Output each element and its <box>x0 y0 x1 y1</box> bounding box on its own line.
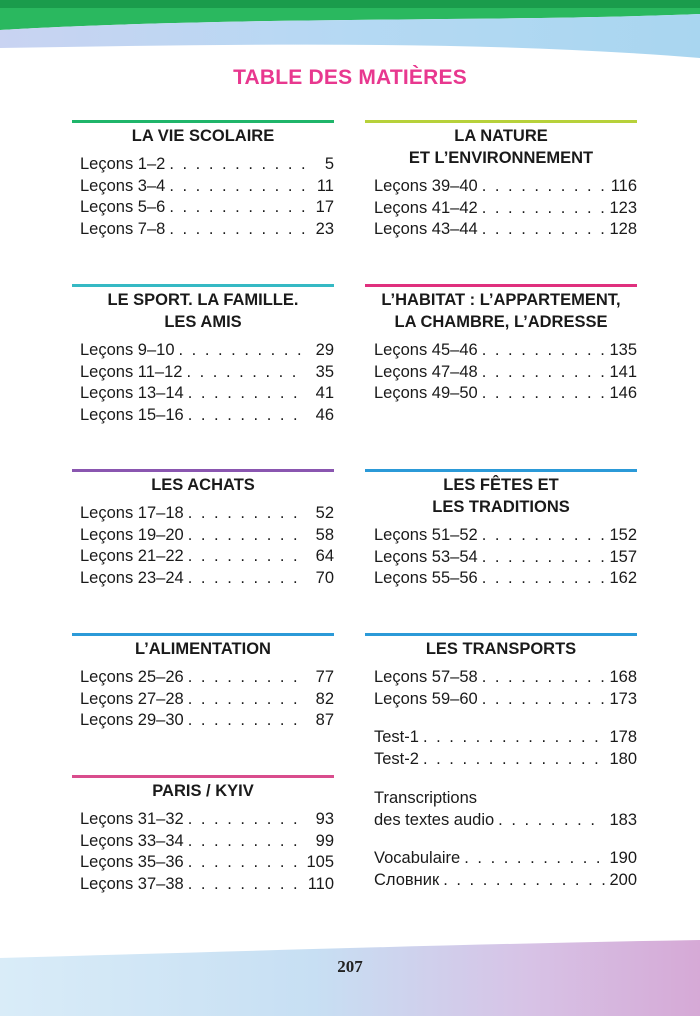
section-habitat <box>365 284 637 405</box>
toc-entry-page: 141 <box>609 362 637 381</box>
dot-leader <box>188 852 303 874</box>
dot-leader <box>169 219 306 241</box>
toc-entry[interactable] <box>72 568 334 590</box>
toc-entry[interactable] <box>72 405 334 427</box>
toc-entry-page: 41 <box>315 384 334 403</box>
section-rule <box>72 775 334 778</box>
page-title: TABLE DES MATIÈRES <box>233 66 467 89</box>
dot-leader <box>188 525 306 547</box>
dot-leader <box>482 362 606 384</box>
toc-entry-page: 152 <box>609 526 637 544</box>
section-rule <box>72 284 334 287</box>
toc-entry-page: 178 <box>609 728 637 747</box>
toc-entry[interactable] <box>72 197 334 219</box>
dot-leader <box>188 874 304 896</box>
toc-entry[interactable] <box>72 340 334 362</box>
toc-entry[interactable] <box>72 809 334 831</box>
toc-entry-label: Leçons 3–4 <box>80 176 166 195</box>
toc-entry-label: Leçons 57–58 <box>374 668 478 686</box>
toc-entry-page: 128 <box>609 220 637 239</box>
dot-leader <box>179 340 307 362</box>
toc-entry-page: 17 <box>315 198 334 217</box>
toc-entry[interactable] <box>72 852 334 874</box>
toc-entry[interactable] <box>365 176 637 198</box>
section-fetes <box>365 469 637 590</box>
dot-leader <box>169 154 306 176</box>
dot-leader <box>464 848 605 870</box>
toc-entry-page: 135 <box>609 341 637 359</box>
toc-entry-label: Leçons 7–8 <box>80 220 166 239</box>
section-nature <box>365 120 637 241</box>
section-transports <box>365 633 637 892</box>
toc-entry-label: Leçons 13–14 <box>80 384 184 403</box>
dot-leader <box>188 831 306 853</box>
toc-entry-page: 168 <box>609 668 637 686</box>
dot-leader <box>482 219 606 241</box>
dot-leader <box>188 809 306 831</box>
toc-entry-page: 173 <box>609 689 637 708</box>
dot-leader <box>482 176 607 198</box>
toc-entry[interactable] <box>72 525 334 547</box>
toc-entry-page: 162 <box>609 569 637 588</box>
toc-entry[interactable] <box>72 219 334 241</box>
toc-entry-label: Leçons 21–22 <box>80 547 184 566</box>
toc-entry-page: 5 <box>324 155 334 173</box>
dot-leader <box>423 727 606 749</box>
toc-entry-label: Leçons 49–50 <box>374 384 478 403</box>
toc-entry-label: Leçons 59–60 <box>374 689 478 708</box>
toc-entry-label: Leçons 11–12 <box>80 362 183 381</box>
toc-entry-page: 29 <box>315 341 334 359</box>
toc-entry-label: Leçons 1–2 <box>80 155 166 173</box>
toc-entry-page: 11 <box>316 176 334 195</box>
toc-entry[interactable] <box>72 667 334 689</box>
toc-entry-label: Leçons 53–54 <box>374 547 478 566</box>
section-title: LA VIE SCOLAIRE <box>131 127 275 145</box>
toc-entry[interactable] <box>365 689 637 711</box>
toc-entry-page: 82 <box>315 689 334 708</box>
toc-entry[interactable] <box>72 383 334 405</box>
toc-entry-label: Leçons 55–56 <box>374 569 478 588</box>
toc-entry-label: Leçons 9–10 <box>80 341 175 359</box>
section-rule <box>365 284 637 287</box>
section-title: LES ACHATS <box>151 476 255 494</box>
toc-entry-page: 157 <box>609 547 637 566</box>
dot-leader <box>188 710 306 732</box>
dot-leader <box>482 198 606 220</box>
toc-entry-label: Leçons 47–48 <box>374 362 478 381</box>
toc-entry[interactable] <box>365 362 637 384</box>
toc-entry-label: Leçons 25–26 <box>80 668 184 686</box>
dot-leader <box>498 810 605 832</box>
toc-entry-label: Leçons 15–16 <box>80 406 184 425</box>
toc-entry-label: Leçons 43–44 <box>374 220 478 239</box>
section-title: LES FÊTES ET LES TRADITIONS <box>432 476 570 516</box>
section-sport-famille <box>72 284 334 427</box>
toc-entry[interactable] <box>72 689 334 711</box>
top-decorative-band <box>0 0 700 70</box>
section-title: PARIS / KYIV <box>152 782 254 800</box>
dot-leader <box>482 383 606 405</box>
toc-entry-slovnyk[interactable] <box>365 870 637 892</box>
toc-entry[interactable] <box>72 154 334 176</box>
toc-entry[interactable] <box>72 546 334 568</box>
toc-entry-page: 93 <box>315 810 334 828</box>
dot-leader <box>482 525 606 547</box>
toc-entry-transcriptions-line: Transcriptions <box>374 788 478 807</box>
dot-leader <box>186 362 306 384</box>
toc-entry-label: Leçons 17–18 <box>80 504 184 522</box>
dot-leader <box>188 405 306 427</box>
dot-leader <box>169 197 306 219</box>
toc-entry-page: 70 <box>315 569 334 588</box>
toc-entry[interactable] <box>365 547 637 569</box>
toc-entry-label: Leçons 5–6 <box>80 198 166 217</box>
toc-entry-page: 87 <box>315 711 334 730</box>
toc-entry-label: Test-2 <box>374 750 419 769</box>
section-rule <box>365 120 637 123</box>
toc-entry-label: Словник <box>374 870 440 889</box>
dot-leader <box>482 547 606 569</box>
section-title: L’ALIMENTATION <box>135 640 271 658</box>
section-rule <box>72 469 334 472</box>
page-number: 207 <box>337 957 363 976</box>
toc-entry-page: 110 <box>307 875 334 894</box>
dot-leader <box>443 870 605 892</box>
toc-entry[interactable] <box>72 710 334 732</box>
toc-entry-page: 123 <box>609 198 637 217</box>
dot-leader <box>482 568 606 590</box>
section-rule <box>72 120 334 123</box>
toc-entry-label: Leçons 35–36 <box>80 853 184 872</box>
toc-entry-test[interactable] <box>365 727 637 749</box>
toc-entry-page: 180 <box>609 750 637 769</box>
section-vie-scolaire <box>72 120 334 241</box>
section-title: LE SPORT. LA FAMILLE. LES AMIS <box>107 291 299 331</box>
dot-leader <box>169 176 306 198</box>
section-rule <box>365 633 637 636</box>
toc-entry-label: Leçons 41–42 <box>374 198 478 217</box>
toc-entry-page: 52 <box>315 504 334 522</box>
dot-leader <box>188 689 306 711</box>
toc-entry-page: 116 <box>610 177 637 195</box>
toc-entry[interactable] <box>365 340 637 362</box>
toc-entry[interactable] <box>365 667 637 689</box>
toc-entry-label: Leçons 33–34 <box>80 831 184 850</box>
toc-entry-page: 146 <box>609 384 637 403</box>
toc-entry[interactable] <box>365 525 637 547</box>
toc-entry-page: 77 <box>315 668 334 686</box>
dot-leader <box>188 503 306 525</box>
dot-leader <box>482 340 606 362</box>
toc-entry-page: 23 <box>315 220 334 239</box>
toc-entry-page: 58 <box>315 525 334 544</box>
toc-entry-label: Leçons 39–40 <box>374 177 478 195</box>
toc-entry-page: 105 <box>306 853 334 872</box>
toc-entry-label: Leçons 31–32 <box>80 810 184 828</box>
section-title: LES TRANSPORTS <box>425 640 577 658</box>
toc-entry[interactable] <box>72 362 334 384</box>
toc-entry[interactable] <box>365 383 637 405</box>
toc-entry-label: Leçons 19–20 <box>80 525 184 544</box>
toc-entry-label: des textes audio <box>374 810 495 829</box>
toc-entry-page: 183 <box>609 810 637 829</box>
section-alimentation <box>72 633 334 732</box>
toc-entry-label: Leçons 27–28 <box>80 689 184 708</box>
dot-leader <box>482 689 606 711</box>
dot-leader <box>188 667 306 689</box>
toc-entry[interactable] <box>365 219 637 241</box>
toc-entry-page: 190 <box>609 849 637 868</box>
toc-entry-label: Leçons 29–30 <box>80 711 184 730</box>
toc-entry-label: Leçons 37–38 <box>80 875 184 894</box>
toc-entry-label: Leçons 51–52 <box>374 526 478 544</box>
dot-leader <box>423 749 606 771</box>
dot-leader <box>188 546 306 568</box>
dot-leader <box>188 568 306 590</box>
section-rule <box>72 633 334 636</box>
toc-entry-page: 64 <box>315 547 334 566</box>
toc-entry-transcriptions[interactable] <box>365 810 637 832</box>
toc-entry[interactable] <box>72 831 334 853</box>
section-paris-kyiv <box>72 775 334 896</box>
toc-entry-vocabulaire[interactable] <box>365 848 637 870</box>
toc-entry-page: 99 <box>315 831 334 850</box>
toc-entry[interactable] <box>365 198 637 220</box>
toc-entry-label: Leçons 23–24 <box>80 569 184 588</box>
toc-entry[interactable] <box>72 176 334 198</box>
toc-entry-page: 35 <box>315 362 334 381</box>
section-title: L’HABITAT : L’APPARTEMENT, LA CHAMBRE, L’ADRESSE <box>381 291 621 331</box>
dot-leader <box>188 383 306 405</box>
toc-entry-label: Test-1 <box>374 728 419 747</box>
section-achats <box>72 469 334 590</box>
toc-entry[interactable] <box>72 503 334 525</box>
dot-leader <box>482 667 606 689</box>
section-title: LA NATURE ET L’ENVIRONNEMENT <box>408 127 594 167</box>
toc-entry-label: Leçons 45–46 <box>374 341 478 359</box>
toc-entry[interactable] <box>365 568 637 590</box>
toc-entry-page: 200 <box>609 870 637 889</box>
toc-entry-label: Vocabulaire <box>374 849 461 868</box>
section-rule <box>365 469 637 472</box>
toc-entry-test[interactable] <box>365 749 637 771</box>
toc-entry-page: 46 <box>315 406 334 425</box>
toc-entry[interactable] <box>72 874 334 896</box>
